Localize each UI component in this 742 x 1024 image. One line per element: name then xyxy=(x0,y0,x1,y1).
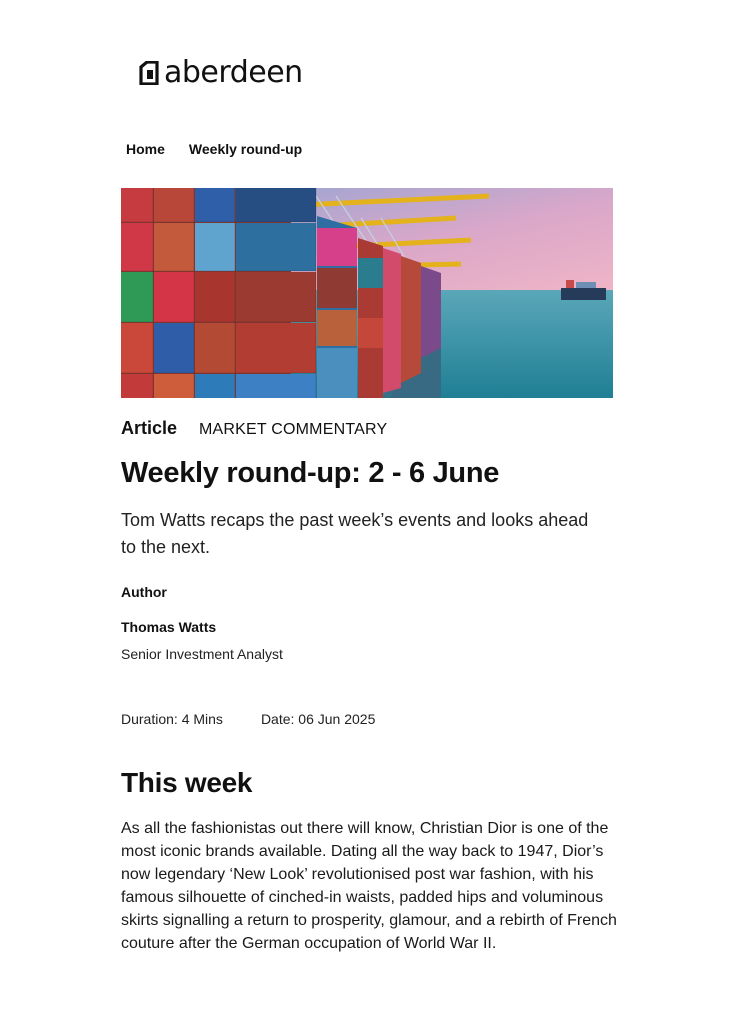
brand-name: aberdeen xyxy=(164,55,303,90)
page-title: Weekly round-up: 2 - 6 June xyxy=(121,457,500,489)
category-label[interactable]: MARKET COMMENTARY xyxy=(199,421,388,438)
breadcrumb xyxy=(126,141,302,157)
aberdeen-logo-icon xyxy=(138,61,160,85)
breadcrumb-home-link[interactable]: Home xyxy=(126,141,165,157)
breadcrumb-current-link[interactable]: Weekly round-up xyxy=(188,141,303,157)
section-body: As all the fashionistas out there will know, Christian Dior is one of the most iconic brands available. Dating all the way back to 1947, Dior’s now legendary ‘New Look’ revolutionised post war fashion, with his famous silhouette of cinched-in waists, padded hips and voluminous skirts signalling a return to prosperity, glamour, and a rebirth of French couture after the German occupation of World War II. xyxy=(121,820,617,952)
author-role: Senior Investment Analyst xyxy=(121,646,283,662)
content-type-label: Article xyxy=(121,418,178,438)
hero-image xyxy=(121,188,613,398)
section-heading: This week xyxy=(121,767,253,798)
article-subtitle: Tom Watts recaps the past week’s events and looks ahead to the next. xyxy=(121,510,589,557)
brand-logo[interactable] xyxy=(138,55,303,90)
article-stats xyxy=(121,711,375,727)
article-meta xyxy=(121,418,387,439)
author-name[interactable]: Thomas Watts xyxy=(121,619,217,635)
date-text: Date: 06 Jun 2025 xyxy=(260,711,376,727)
duration-text: Duration: 4 Mins xyxy=(121,711,223,727)
author-label: Author xyxy=(121,584,167,600)
